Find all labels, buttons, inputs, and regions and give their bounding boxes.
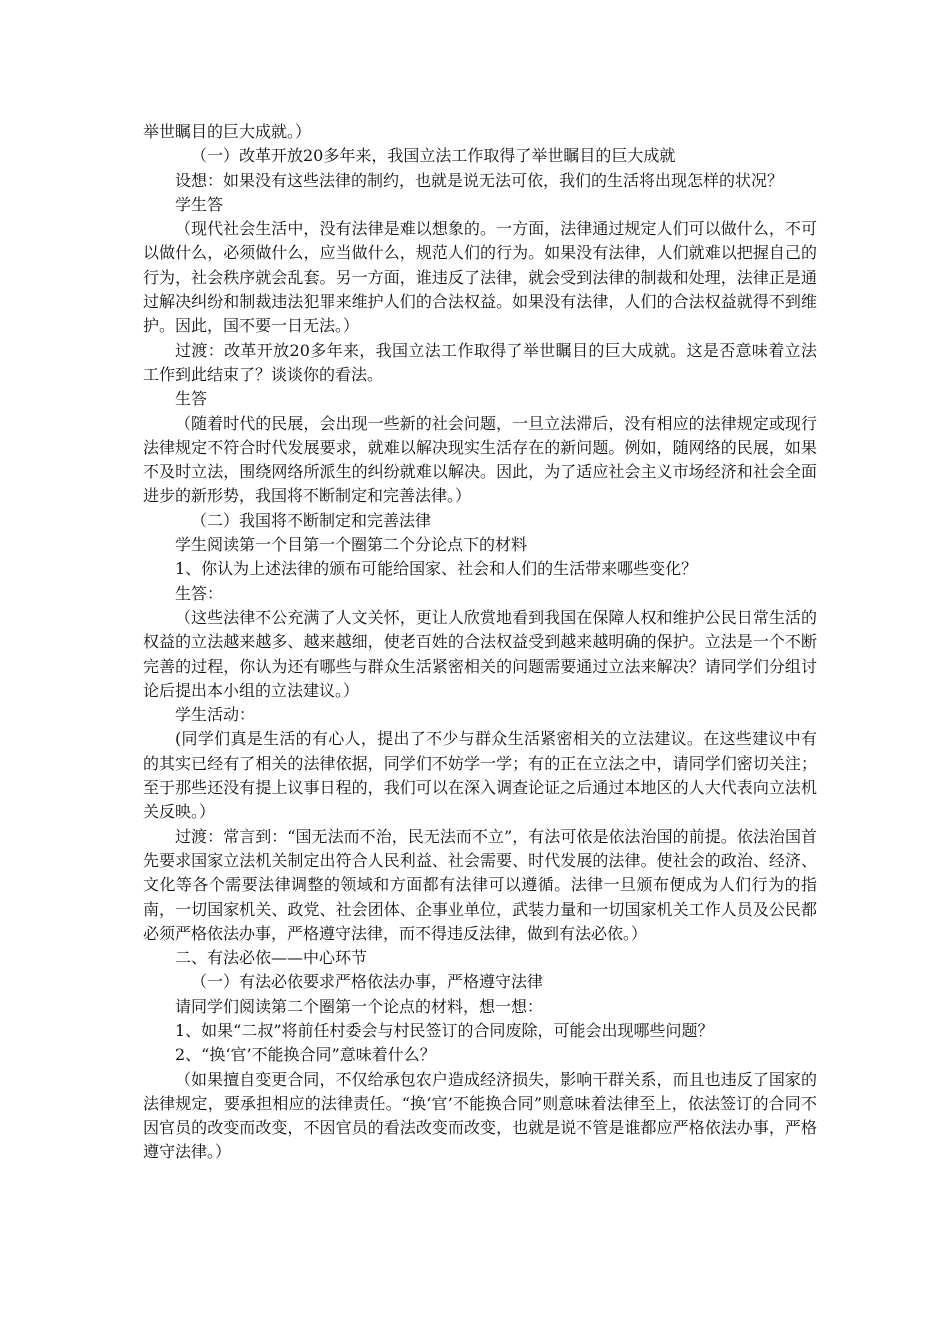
paragraph: 生答 <box>175 389 208 409</box>
paragraph: 二、有法必依——中心环节 <box>175 948 368 968</box>
paragraph: 过渡：常言到：“国无法而不治，民无法而不立”，有法可依是依法治国的前提。依法治国首先要求国家立法机关制定出符合人民利益、社会需要、时代发展的法律。使社会的政治、经济、文化等各个需要法律调整的领域和方面都有法律可以遵循。法律一旦颁布便成为人们行为的指南，一切国家机关、政党、社会团体、企事业单位，武装力量和一切国家机关工作人员及公民都必须严格依法办事，严格遵守法律，而不得违反法律，做到有法必依。） <box>143 826 817 943</box>
document-page <box>143 120 817 1165</box>
paragraph: （这些法律不公充满了人文关怀，更让人欣赏地看到我国在保障人权和维护公民日常生活的权益的立法越来越多、越来越细，使老百姓的合法权益受到越来越明确的保护。立法是一个不断完善的过程，你认为还有哪些与群众生活紧密相关的问题需要通过立法来解决？请同学们分组讨论后提出本小组的立法建议。） <box>143 607 817 700</box>
paragraph: 学生答 <box>175 194 224 214</box>
paragraph: （现代社会生活中，没有法律是难以想象的。一方面，法律通过规定人们可以做什么，不可以做什么，必须做什么，应当做什么，规范人们的行为。如果没有法律，人们就难以把握自己的行为，社会秩序就会乱套。另一方面，谁违反了法律，就会受到法律的制裁和处理，法律正是通过解决纠纷和制裁违法犯罪来维护人们的合法权益。如果没有法律，人们的合法权益就得不到维护。因此，国不要一日无法。） <box>143 219 817 336</box>
paragraph: 生答： <box>175 583 224 603</box>
paragraph: 举世瞩目的巨大成就。） <box>143 122 312 141</box>
paragraph: 2、“换‘官’不能换合同”意味着什么？ <box>175 1045 436 1065</box>
paragraph: 学生活动： <box>175 705 256 725</box>
paragraph: （随着时代的民展，会出现一些新的社会问题，一旦立法滞后，没有相应的法律规定或现行法律规定不符合时代发展要求，就难以解决现实生活存在的新问题。例如，随网络的民展，如果不及时立法，围绕网络所派生的纠纷就难以解决。因此，为了适应社会主义市场经济和社会全面进步的新形势，我国将不断制定和完善法律。） <box>143 413 817 506</box>
paragraph: （如果擅自变更合同，不仅给承包农户造成经济损失，影响干群关系，而且也违反了国家的法律规定，要承担相应的法律责任。“换‘官’不能换合同”则意味着法律至上，依法签订的合同不因官员的改变而改变，不因官员的看法改变而改变，也就是说不管是谁都应严格依法办事，严格遵守法律。） <box>143 1069 817 1162</box>
paragraph: 请同学们阅读第二个圈第一个论点的材料，想一想： <box>175 996 544 1016</box>
paragraph: 1、如果“二叔”将前任村委会与村民签订的合同废除，可能会出现哪些问题？ <box>175 1020 714 1040</box>
paragraph: 1、你认为上述法律的颁布可能给国家、社会和人们的生活带来哪些变化？ <box>175 559 698 579</box>
paragraph: (同学们真是生活的有心人，提出了不少与群众生活紧密相关的立法建议。在这些建议中有的其实已经有了相关的法律依据，同学们不妨学一学；有的正在立法之中，请同学们密切关注；至于那些还没有提上议事日程的，我们可以在深入调查论证之后通过本地区的人大代表向立法机关反映。） <box>143 729 817 822</box>
paragraph: 设想：如果没有这些法律的制约，也就是说无法可依，我们的生活将出现怎样的状况？ <box>175 170 784 190</box>
paragraph: （一）改革开放20多年来，我国立法工作取得了举世瞩目的巨大成就 <box>191 146 676 166</box>
paragraph: （一）有法必依要求严格依法办事，严格遵守法律 <box>191 972 544 992</box>
paragraph: 学生阅读第一个目第一个圈第二个分论点下的材料 <box>175 535 528 555</box>
paragraph: （二）我国将不断制定和完善法律 <box>191 510 432 530</box>
paragraph: 过渡：改革开放20多年来，我国立法工作取得了举世瞩目的巨大成就。这是否意味着立法工作到此结束了？谈谈你的看法。 <box>143 340 817 384</box>
